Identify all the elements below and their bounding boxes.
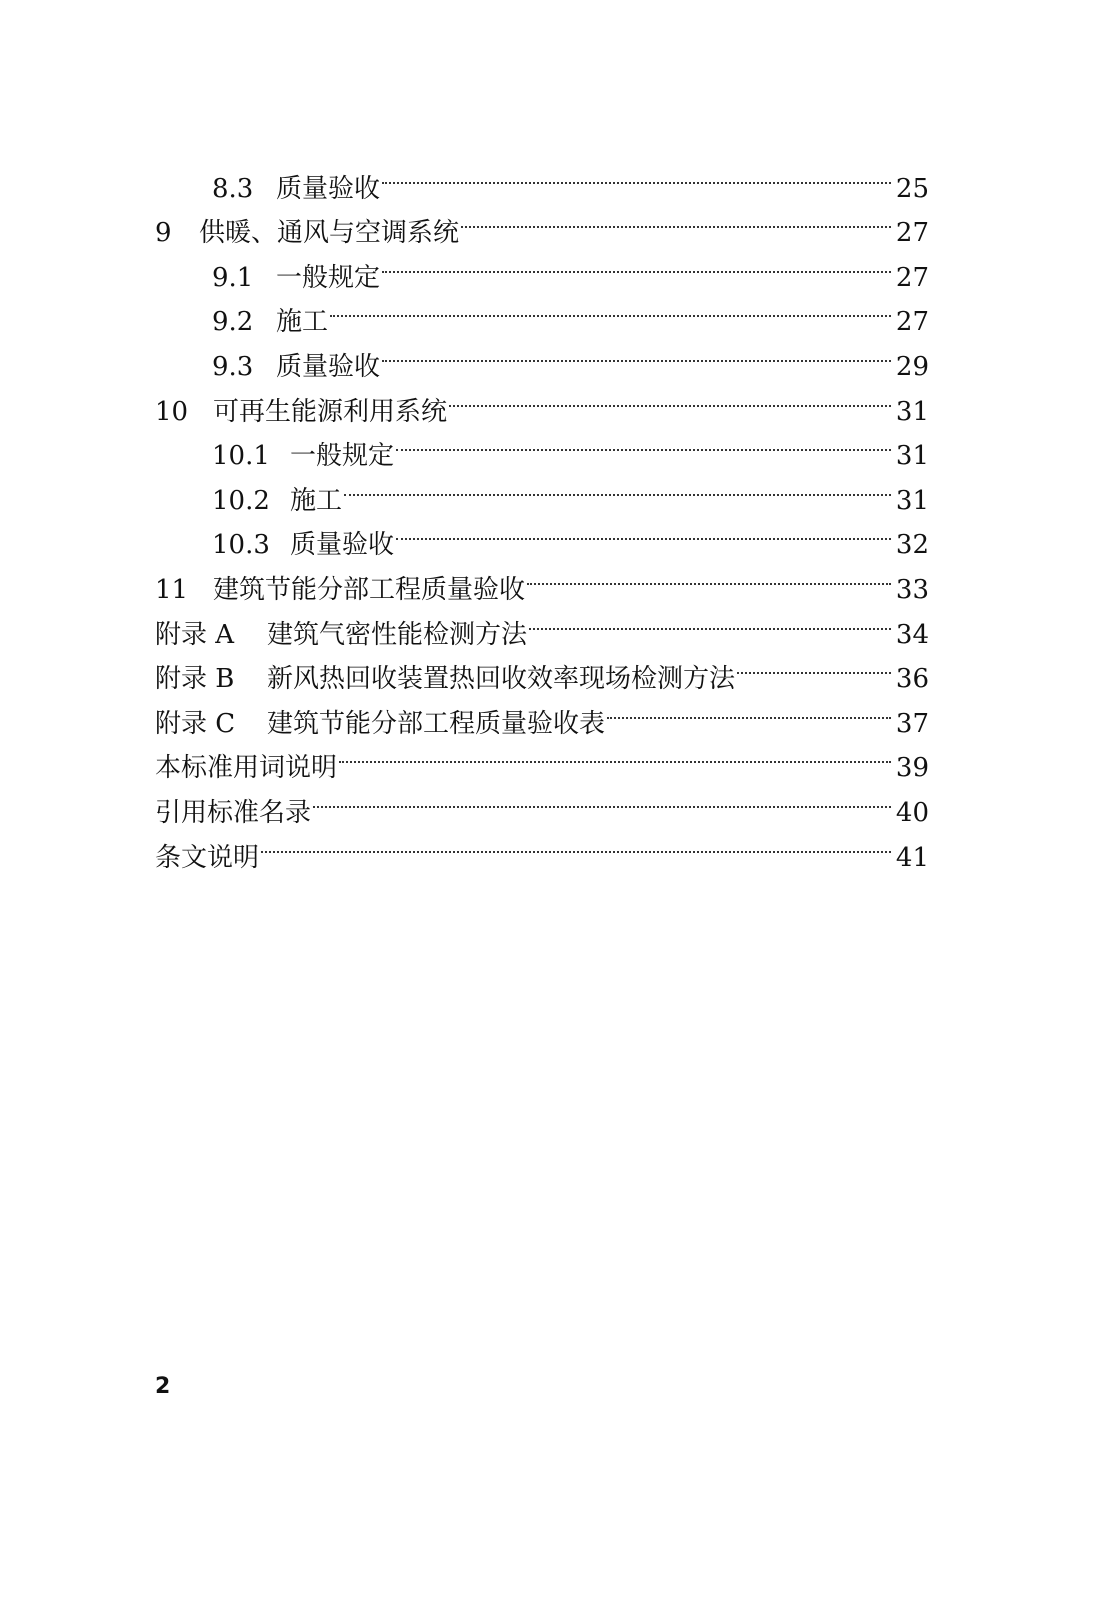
toc-title: 一般规定 [290,441,395,472]
toc-title: 条文说明 [155,842,260,873]
toc-title: 建筑节能分部工程质量验收 [213,574,526,605]
toc-page: 32 [895,530,929,561]
toc-entry-8-3[interactable] [155,152,929,204]
toc-number: 10 [155,396,189,427]
toc-page: 34 [895,619,929,650]
dot-leader [330,286,891,331]
toc-title: 引用标准名录 [155,797,312,828]
dot-leader [737,643,891,688]
toc-title: 建筑节能分部工程质量验收表 [267,708,606,739]
toc-title: 新风热回收装置热回收效率现场检测方法 [267,664,736,695]
toc-page: 40 [895,797,929,828]
toc-page: 37 [895,708,929,739]
toc-number: 10.3 [212,530,270,561]
table-of-contents [155,152,929,873]
toc-page: 29 [895,351,929,382]
toc-number: 10.2 [212,485,270,516]
toc-page: 41 [895,842,929,873]
toc-title: 施工 [290,485,343,516]
toc-page: 27 [895,262,929,293]
toc-number: 11 [155,574,189,605]
dot-leader [382,241,891,286]
toc-number: 8.3 [212,173,254,204]
toc-entry-clause-explanation[interactable] [155,821,929,873]
toc-page: 27 [895,307,929,338]
dot-leader [607,687,891,732]
toc-page: 27 [895,218,929,249]
toc-title: 质量验收 [276,351,381,382]
dot-leader [529,598,891,643]
dot-leader [313,776,891,821]
dot-leader [261,821,891,866]
toc-title: 供暖、通风与空调系统 [199,218,460,249]
toc-number: 10.1 [212,441,270,472]
dot-leader [449,375,891,420]
toc-page: 31 [895,441,929,472]
dot-leader [461,197,891,242]
toc-title: 质量验收 [276,173,381,204]
dot-leader [396,509,891,554]
toc-title: 建筑气密性能检测方法 [267,619,528,650]
toc-title: 施工 [276,307,329,338]
toc-number: 附录 C [155,708,236,739]
toc-number: 9 [155,218,172,249]
toc-page: 31 [895,485,929,516]
toc-page: 31 [895,396,929,427]
toc-number: 附录 A [155,619,235,650]
toc-page: 33 [895,574,929,605]
dot-leader [339,732,891,777]
page-number: 2 [155,1374,171,1399]
toc-title: 可再生能源利用系统 [213,396,448,427]
dot-leader [382,152,891,197]
toc-page: 36 [895,664,929,695]
toc-page: 39 [895,753,929,784]
toc-title: 一般规定 [276,262,381,293]
toc-number: 9.3 [212,351,254,382]
dot-leader [382,330,891,375]
dot-leader [527,553,891,598]
toc-number: 附录 B [155,664,235,695]
toc-title: 本标准用词说明 [155,753,338,784]
dot-leader [344,464,891,509]
toc-page: 25 [895,173,929,204]
toc-number: 9.2 [212,307,254,338]
toc-title: 质量验收 [290,530,395,561]
toc-number: 9.1 [212,262,254,293]
dot-leader [396,420,891,465]
